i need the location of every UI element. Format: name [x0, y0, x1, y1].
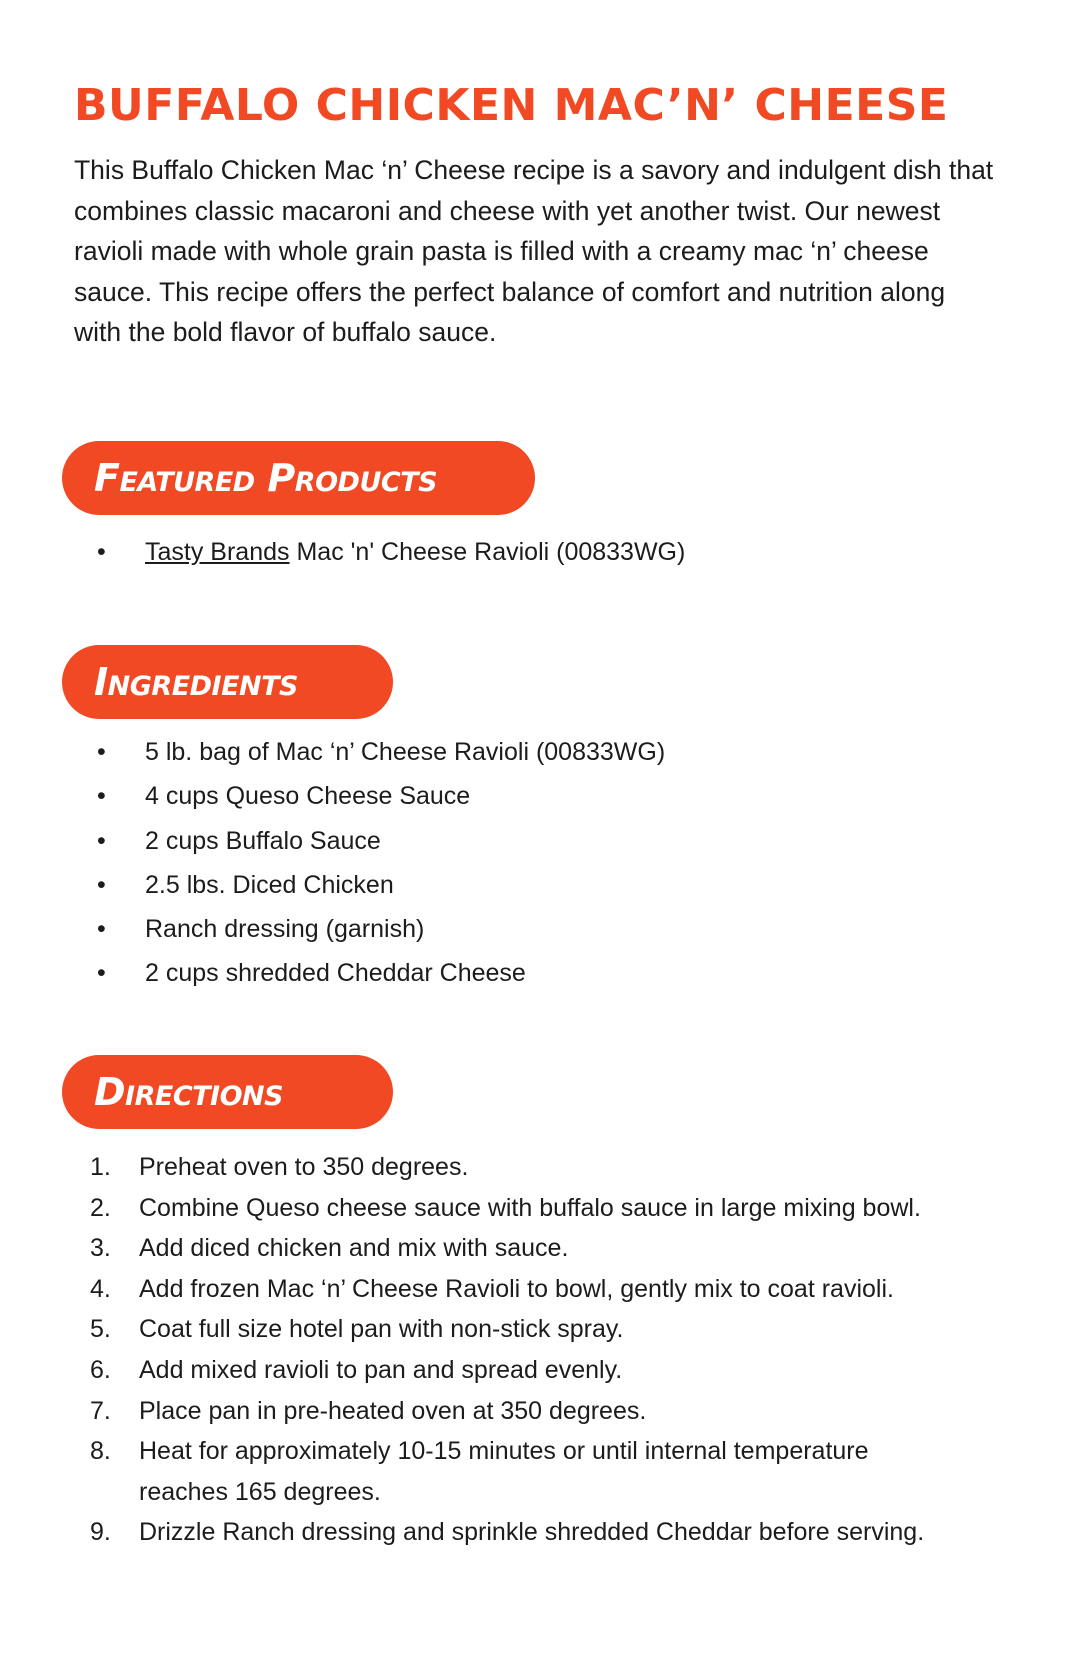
step-text: Place pan in pre-heated oven at 350 degrees.: [139, 1396, 647, 1425]
ingredient-text: 2 cups shredded Cheddar Cheese: [145, 959, 526, 988]
ingredient-item: [0, 867, 665, 911]
step-text: Combine Queso cheese sauce with buffalo sauce in large mixing bowl.: [139, 1193, 921, 1222]
step-text: Add diced chicken and mix with sauce.: [139, 1234, 569, 1263]
direction-step: [0, 1431, 959, 1512]
direction-step: [0, 1228, 959, 1269]
direction-step: [0, 1512, 959, 1553]
directions-heading: [62, 1055, 393, 1129]
ingredient-item: [0, 734, 665, 778]
step-text: Coat full size hotel pan with non-stick spray.: [139, 1315, 624, 1344]
direction-step: [0, 1309, 959, 1350]
step-number: 9.: [90, 1518, 111, 1547]
step-number: 1.: [90, 1153, 111, 1181]
bullet-icon: •: [97, 782, 106, 811]
featured-products-heading: [62, 441, 535, 515]
ingredient-text: 5 lb. bag of Mac ‘n’ Cheese Ravioli (00833WG): [145, 738, 666, 766]
ingredient-text: 2.5 lbs. Diced Chicken: [145, 870, 394, 899]
bullet-icon: •: [97, 826, 106, 855]
featured-products-list: [0, 534, 685, 570]
step-text: Add frozen Mac ‘n’ Cheese Ravioli to bowl, gently mix to coat ravioli.: [139, 1274, 894, 1303]
step-number: 2.: [90, 1193, 111, 1222]
step-number: 3.: [90, 1234, 111, 1263]
direction-step: [0, 1147, 959, 1188]
directions-heading-label: Directions: [94, 1070, 284, 1114]
direction-step: [0, 1188, 959, 1229]
step-number: 6.: [90, 1355, 111, 1384]
tasty-brands-link[interactable]: Tasty Brands: [145, 538, 290, 566]
direction-step: [0, 1269, 959, 1310]
ingredient-text: 4 cups Queso Cheese Sauce: [145, 782, 471, 811]
step-number: 8.: [90, 1437, 111, 1466]
direction-step: [0, 1391, 959, 1432]
featured-products-heading-label: Featured Products: [94, 456, 438, 500]
ingredient-text: 2 cups Buffalo Sauce: [145, 826, 381, 855]
ingredient-text: Ranch dressing (garnish): [145, 915, 425, 944]
step-text: Drizzle Ranch dressing and sprinkle shredded Cheddar before serving.: [139, 1518, 925, 1547]
recipe-title: BUFFALO CHICKEN MAC’N’ CHEESE: [74, 80, 949, 131]
directions-list: [0, 1147, 959, 1553]
recipe-intro: This Buffalo Chicken Mac ‘n’ Cheese recipe is a savory and indulgent dish that combines classic macaroni and cheese with yet another twist. Our newest ravioli made with whole grain pasta is filled with a creamy mac ‘n’ cheese sauce. This recipe offers the perfect balance of comfort and nutrition along with the bold flavor of buffalo sauce.: [74, 155, 994, 347]
bullet-icon: •: [97, 738, 106, 766]
bullet-icon: •: [97, 915, 106, 944]
list-item: [0, 534, 685, 570]
ingredients-heading-label: Ingredients: [94, 660, 298, 704]
step-text: Preheat oven to 350 degrees.: [139, 1153, 469, 1181]
ingredient-item: [0, 823, 665, 867]
step-number: 5.: [90, 1315, 111, 1344]
step-number: 4.: [90, 1274, 111, 1303]
ingredient-item: [0, 778, 665, 822]
bullet-icon: •: [97, 959, 106, 988]
ingredient-item: [0, 955, 665, 999]
direction-step: [0, 1350, 959, 1391]
bullet-icon: •: [97, 870, 106, 899]
product-name: Mac 'n' Cheese Ravioli (00833WG): [289, 538, 686, 566]
ingredient-item: [0, 911, 665, 955]
ingredients-heading: [62, 645, 393, 719]
step-number: 7.: [90, 1396, 111, 1425]
ingredients-list: [0, 734, 665, 1000]
step-text: Add mixed ravioli to pan and spread evenly.: [139, 1355, 623, 1384]
bullet-icon: •: [97, 538, 106, 566]
step-text: Heat for approximately 10-15 minutes or until internal temperature reaches 165 degrees.: [139, 1437, 869, 1506]
